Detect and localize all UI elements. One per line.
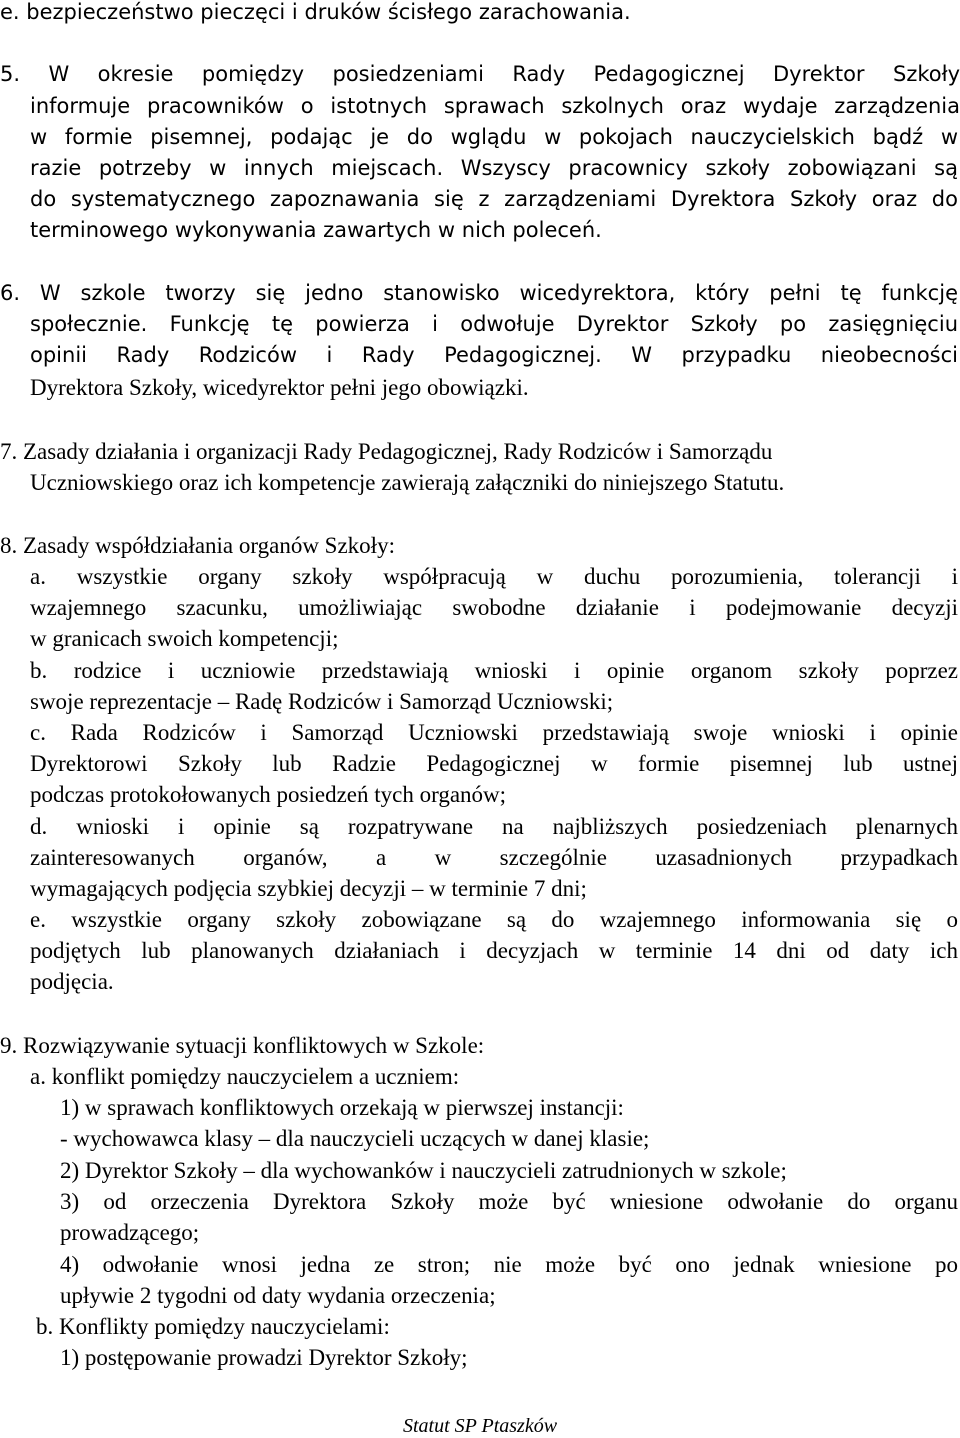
paragraph-line: opinii Rady Rodziców i Rady Pedagogicznej. W przypadku nieobecności [30, 343, 958, 367]
list-item-a: a. konflikt pomiędzy nauczycielem a uczniem: [30, 1064, 460, 1089]
list-item-dash: - wychowawca klasy – dla nauczycieli uczących w danej klasie; [60, 1126, 650, 1151]
paragraph-line: informuje pracowników o istotnych sprawach szkolnych oraz wydaje zarządzenia [30, 94, 960, 118]
paragraph-line: Dyrektorowi Szkoły lub Radzie Pedagogicznej w formie pisemnej lub ustnej [30, 751, 958, 776]
paragraph-line: podczas protokołowanych posiedzeń tych organów; [30, 782, 507, 807]
paragraph-line: 5. W okresie pomiędzy posiedzeniami Rady Pedagogicznej Dyrektor Szkoły [0, 62, 960, 86]
paragraph-line: podjęcia. [30, 969, 114, 994]
paragraph-line: Uczniowskiego oraz ich kompetencje zawierają załączniki do niniejszego Statutu. [30, 470, 785, 495]
list-item-3: 3) od orzeczenia Dyrektora Szkoły może być wniesione odwołanie do organu [60, 1189, 958, 1214]
page-footer: Statut SP Ptaszków [402, 1415, 558, 1437]
list-item-a: a. wszystkie organy szkoły współpracują w duchu porozumienia, tolerancji i [30, 564, 958, 589]
list-item-b: b. Konflikty pomiędzy nauczycielami: [36, 1314, 390, 1339]
list-item-4: 4) odwołanie wnosi jedna ze stron; nie może być ono jednak wniesione po [60, 1252, 958, 1277]
list-item-c: c. Rada Rodziców i Samorząd Uczniowski przedstawiają swoje wnioski i opinie [30, 720, 958, 745]
paragraph-line: razie potrzeby w innych miejscach. Wszyscy pracownicy szkoły zobowiązani są [30, 156, 958, 180]
paragraph-line: 6. W szkole tworzy się jedno stanowisko wicedyrektora, który pełni tę funkcję [0, 281, 958, 305]
paragraph-line: Dyrektora Szkoły, wicedyrektor pełni jego obowiązki. [30, 375, 529, 400]
paragraph-line: zainteresowanych organów, a w szczególnie uzasadnionych przypadkach [30, 845, 958, 870]
paragraph-line: upływie 2 tygodni od daty wydania orzeczenia; [60, 1283, 496, 1308]
paragraph-line: w granicach swoich kompetencji; [30, 626, 339, 651]
paragraph-line: terminowego wykonywania zawartych w nich poleceń. [30, 218, 602, 242]
paragraph-line: swoje reprezentacje – Radę Rodziców i Samorząd Uczniowski; [30, 689, 614, 714]
paragraph-line: 7. Zasady działania i organizacji Rady Pedagogicznej, Rady Rodziców i Samorządu [0, 439, 773, 464]
list-item-e: e. wszystkie organy szkoły zobowiązane są do wzajemnego informowania się o [30, 907, 958, 932]
section-heading: 9. Rozwiązywanie sytuacji konfliktowych w Szkole: [0, 1033, 485, 1058]
paragraph-line: w formie pisemnej, podając je do wglądu w pokojach nauczycielskich bądź w [30, 125, 958, 149]
list-item-2: 2) Dyrektor Szkoły – dla wychowanków i nauczycieli zatrudnionych w szkole; [60, 1158, 787, 1183]
paragraph-line: wymagających podjęcia szybkiej decyzji – w terminie 7 dni; [30, 876, 587, 901]
paragraph-line: społecznie. Funkcję tę powierza i odwołuje Dyrektor Szkoły po zasięgnięciu [30, 312, 958, 336]
list-item-1: 1) postępowanie prowadzi Dyrektor Szkoły; [60, 1345, 468, 1370]
paragraph-line: do systematycznego zapoznawania się z zarządzeniami Dyrektora Szkoły oraz do [30, 187, 958, 211]
paragraph-line: prowadzącego; [60, 1220, 200, 1245]
list-item-d: d. wnioski i opinie są rozpatrywane na najbliższych posiedzeniach plenarnych [30, 814, 958, 839]
list-item-e-top: e. bezpieczeństwo pieczęci i druków ścisłego zarachowania. [0, 0, 631, 24]
section-heading: 8. Zasady współdziałania organów Szkoły: [0, 533, 395, 558]
list-item-b: b. rodzice i uczniowie przedstawiają wnioski i opinie organom szkoły poprzez [30, 658, 958, 683]
list-item-1: 1) w sprawach konfliktowych orzekają w pierwszej instancji: [60, 1095, 624, 1120]
paragraph-line: podjętych lub planowanych działaniach i decyzjach w terminie 14 dni od daty ich [30, 938, 958, 963]
paragraph-line: wzajemnego szacunku, umożliwiając swobodne działanie i podejmowanie decyzji [30, 595, 958, 620]
